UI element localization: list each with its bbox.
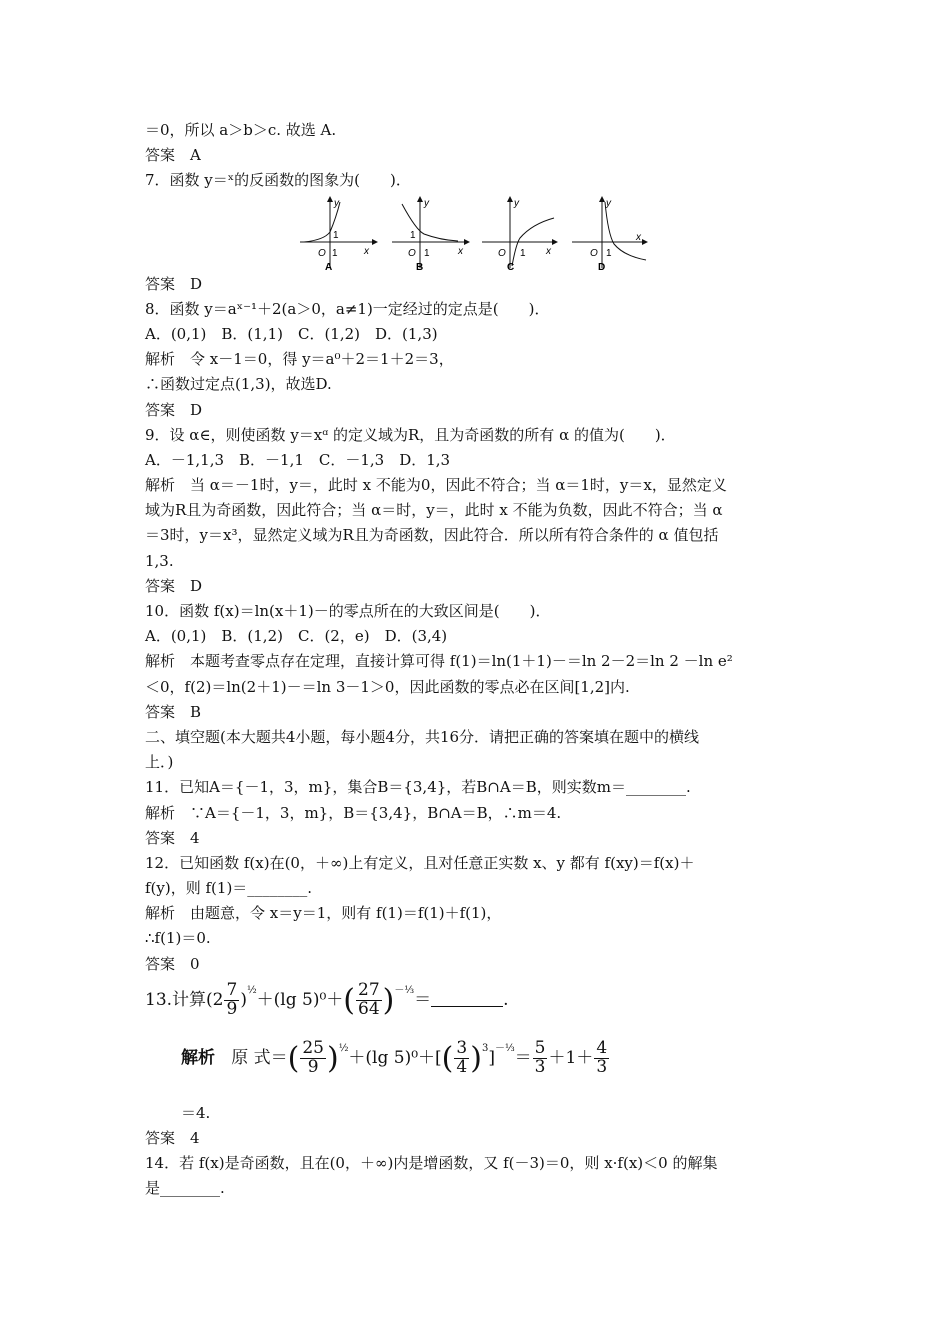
question-7: 7．函数 y＝ˣ的反函数的图象为( )． bbox=[145, 171, 411, 190]
solution-line: 1,3. bbox=[145, 551, 174, 570]
fraction: $\frac{5}{3}$ bbox=[534, 1037, 546, 1077]
origin-label: O bbox=[590, 247, 598, 259]
graph-c bbox=[480, 194, 560, 276]
axis-x-label: x bbox=[458, 245, 463, 257]
options-line: A．(0,1) B．(1,2) C．(2，e) D．(3,4) bbox=[145, 627, 448, 646]
tick-label: 1 bbox=[424, 247, 430, 259]
fraction: $\frac{27}{64}$ bbox=[358, 979, 380, 1019]
text-line: ＝0，所以 a＞b＞c. 故选 A. bbox=[145, 121, 337, 139]
q13-prefix: 13.计算(2 bbox=[145, 989, 224, 1010]
answer-line: 答案 A bbox=[145, 146, 201, 165]
question-12: f(y)，则 f(1)＝________. bbox=[145, 879, 313, 898]
axis-y-label: y bbox=[334, 197, 339, 209]
solution-line: ∴函数过定点(1,3)，故选D. bbox=[145, 375, 332, 394]
origin-label: O bbox=[408, 247, 416, 259]
graph-label-a: A bbox=[325, 261, 333, 272]
graph-b bbox=[390, 194, 470, 276]
solution-13: 解析 原 式＝( $\frac{25}{9}$ )$^{\frac{1}{2}}$＋(lg 5)⁰＋[( $\frac{3}{4}$ )$^3$]$^{-\frac{1}{3}}$＝ $\frac{5}{3}$ ＋1＋ $\frac{4}{3}$ bbox=[181, 1037, 608, 1077]
question-13: 13.计算(2 $\frac{7}{9}$ )$^{\frac{1}{2}}$＋(lg 5)⁰＋( $\frac{27}{64}$ )$^{-\frac{1}{3}}$＝ . bbox=[145, 979, 509, 1019]
answer-line: 答案 4 bbox=[145, 828, 200, 847]
solution-line: ∴f(1)＝0. bbox=[145, 929, 211, 948]
answer-line: 答案 D bbox=[145, 576, 203, 595]
fraction: $\frac{4}{3}$ bbox=[596, 1037, 608, 1077]
answer-line: 答案 D bbox=[145, 400, 203, 419]
graph-label-b: B bbox=[416, 261, 424, 272]
answer-line: 答案 B bbox=[145, 702, 202, 721]
answer-line: 答案 D bbox=[145, 274, 203, 293]
axis-y-label: y bbox=[424, 197, 429, 209]
tick-label: 1 bbox=[410, 229, 416, 241]
answer-blank bbox=[431, 992, 503, 1007]
tick-label: 1 bbox=[333, 229, 339, 241]
tick-label: 1 bbox=[332, 247, 338, 259]
graph-options bbox=[145, 194, 810, 272]
solution-line: 域为R且为奇函数，因此符合；当 α＝时，y＝，此时 x 不能为负数，因此不符合；当 α bbox=[145, 501, 723, 520]
question-10: 10．函数 f(x)＝ln(x＋1)－的零点所在的大致区间是( )． bbox=[145, 602, 551, 620]
graph-label-d: D bbox=[598, 261, 606, 272]
exponent: ½ bbox=[246, 984, 257, 996]
solution-line: 解析 当 α＝－1时，y＝，此时 x 不能为0，因此不符合；当 α＝1时，y＝x，显然定义 bbox=[145, 476, 727, 495]
document-page bbox=[145, 118, 810, 1202]
question-12: 12．已知函数 f(x)在(0，＋∞)上有定义，且对任意正实数 x、y 都有 f(xy)＝f(x)＋ bbox=[145, 853, 695, 872]
options-line: A．－1,1,3 B．－1,1 C．－1,3 D．1,3 bbox=[145, 450, 451, 469]
axis-y-label: y bbox=[606, 197, 611, 209]
section-heading: 二、填空题(本大题共4小题，每小题4分，共16分．请把正确的答案填在题中的横线 bbox=[145, 727, 700, 746]
fraction: $\frac{3}{4}$ bbox=[456, 1037, 468, 1077]
origin-label: O bbox=[498, 247, 506, 259]
solution-line: 解析 由题意，令 x＝y＝1，则有 f(1)＝f(1)＋f(1)， bbox=[145, 904, 502, 923]
question-14: 14．若 f(x)是奇函数，且在(0，＋∞)内是增函数，又 f(－3)＝0，则 x·f(x)＜0 的解集 bbox=[145, 1154, 718, 1173]
origin-label: O bbox=[318, 247, 326, 259]
exponent: －⅓ bbox=[394, 984, 415, 996]
solution-line: ＝3时，y＝x³，显然定义域为R且为奇函数，因此符合．所以所有符合条件的 α 值包括 bbox=[145, 526, 719, 545]
question-9: 9．设 α∈，则使函数 y＝xᵅ 的定义域为R，且为奇函数的所有 α 的值为( )． bbox=[145, 425, 676, 444]
solution-line: 解析 本题考查零点存在定理，直接计算可得 f(1)＝ln(1＋1)－＝ln 2－2＝ln 2 －ln e² bbox=[145, 652, 733, 671]
axis-x-label: x bbox=[636, 231, 641, 243]
fraction: $\frac{25}{9}$ bbox=[302, 1037, 324, 1077]
graph-label-c: C bbox=[507, 261, 515, 272]
answer-line: 答案 0 bbox=[145, 954, 200, 973]
graph-a bbox=[298, 194, 378, 276]
graph-d bbox=[570, 194, 650, 276]
axis-y-label: y bbox=[514, 197, 519, 209]
solution-line: ＜0，f(2)＝ln(2＋1)－＝ln 3－1＞0，因此函数的零点必在区间[1,2]内. bbox=[145, 677, 630, 696]
answer-line: 答案 4 bbox=[145, 1129, 200, 1147]
axis-x-label: x bbox=[364, 245, 369, 257]
section-heading: 上．) bbox=[145, 753, 174, 772]
solution-line: 解析 令 x－1＝0，得 y＝a⁰＋2＝1＋2＝3， bbox=[145, 350, 454, 369]
solution-label: 解析 bbox=[181, 1047, 215, 1068]
tick-label: 1 bbox=[520, 247, 526, 259]
tick-label: 1 bbox=[606, 247, 612, 259]
fraction: $\frac{7}{9}$ bbox=[226, 979, 238, 1019]
solution-line: ＝4. bbox=[181, 1103, 211, 1122]
options-line: A．(0,1) B．(1,1) C．(1,2) D．(1,3) bbox=[145, 324, 438, 343]
axis-x-label: x bbox=[546, 245, 551, 257]
question-8: 8．函数 y＝aˣ⁻¹＋2(a＞0，a≠1)一定经过的定点是( )． bbox=[145, 299, 550, 318]
question-11: 11．已知A＝{－1，3，m}，集合B＝{3,4}，若B∩A＝B，则实数m＝________. bbox=[145, 778, 691, 797]
question-14: 是________. bbox=[145, 1179, 225, 1198]
solution-line: 解析 ∵A＝{－1，3，m}，B＝{3,4}，B∩A＝B，∴m＝4. bbox=[145, 803, 562, 822]
